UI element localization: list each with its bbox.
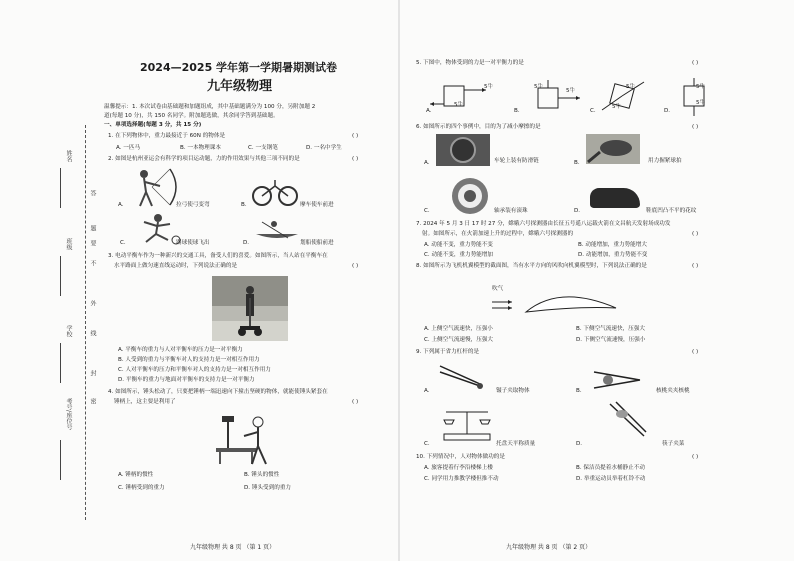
q5-force-d2: 5牛 bbox=[696, 100, 706, 106]
q10-option-b: B. 保洁员提着水桶静止不动 bbox=[576, 465, 645, 471]
q3-answer-paren[interactable]: ( ) bbox=[352, 263, 359, 269]
q2-stem: 2. 如图是杭州亚运会有科学的项目运动题，力的作用效果与其他三项不同的是 bbox=[108, 156, 300, 162]
q6-answer-paren[interactable]: ( ) bbox=[692, 124, 699, 130]
q6-caption-a: 车轮上装有防滑链 bbox=[494, 158, 539, 164]
q9-nutcracker-figure bbox=[590, 366, 646, 394]
q4-stem-2: 锤柄上，这主要是利用了 bbox=[114, 399, 176, 405]
q6-label-b: B. bbox=[574, 160, 580, 166]
right-page-footer: 九年级物理 共 8 页 （第 2 页） bbox=[506, 544, 592, 551]
hammer-figure bbox=[214, 410, 274, 466]
q1-answer-paren[interactable]: ( ) bbox=[352, 133, 359, 139]
q9-caption-c: 托盘天平称质量 bbox=[496, 441, 536, 447]
name-label: 姓名 bbox=[65, 150, 72, 162]
q6-caption-c: 轴承装有滚珠 bbox=[494, 208, 528, 214]
q5-label-c: C. bbox=[590, 108, 596, 114]
q7-option-a: A. 动能不变，重力势能不变 bbox=[424, 242, 493, 248]
q10-option-d: D. 举重运动员举着杠铃不动 bbox=[576, 476, 646, 482]
q4-option-a: A. 锤柄的惯性 bbox=[118, 472, 154, 478]
class-underline bbox=[60, 256, 61, 296]
cart-figure bbox=[250, 178, 300, 208]
q9-stem: 9. 下列属于省力杠杆的是 bbox=[416, 349, 480, 355]
seat-underline bbox=[60, 440, 61, 480]
q6-photo-d bbox=[590, 188, 640, 208]
q3-option-a: A. 平衡车的重力与人对平衡车的压力是一对平衡力 bbox=[118, 347, 243, 353]
q6-photo-a bbox=[436, 134, 490, 166]
q5-force-b2: 5牛 bbox=[566, 88, 576, 94]
q2-label-c: C. bbox=[120, 240, 126, 246]
q10-option-c: C. 同学用力推教学楼但推不动 bbox=[424, 476, 499, 482]
q5-stem: 5. 下图中，物体受到的力是一对平衡力的是 bbox=[416, 60, 524, 66]
q8-stem: 8. 如图所示为飞机机翼模型的截面图，当有水平方向的风吹向机翼模型时，下列说法正确的是 bbox=[416, 263, 647, 269]
q5-force-a2: 5牛 bbox=[454, 102, 464, 108]
q1-option-d: D. 一名中学生 bbox=[306, 145, 342, 151]
q5-force-c2: 5牛 bbox=[612, 104, 622, 110]
q6-stem: 6. 如图所示的四个事例中，目的为了减小摩擦的是 bbox=[416, 124, 541, 130]
q2-caption-c: 踢球使球飞出 bbox=[176, 240, 210, 246]
q9-caption-b: 核桃夹夹核桃 bbox=[656, 388, 690, 394]
seal-mark-1: 答 bbox=[89, 190, 96, 196]
notice-line-2: 道(每题 10 分)，共 150 名同学。附加题选做，其余同学答到基础题。 bbox=[104, 113, 279, 119]
q7-answer-paren[interactable]: ( ) bbox=[692, 231, 699, 237]
q9-balance-figure bbox=[440, 400, 494, 442]
right-page bbox=[400, 0, 794, 561]
q7-option-b: B. 动能增加，重力势能增大 bbox=[578, 242, 647, 248]
q7-stem-2: 射。如图所示，在火箭加速上升的过程中，嫦娥六号探测器的 bbox=[422, 231, 574, 237]
q6-label-d: D. bbox=[574, 208, 581, 214]
notice-line-1: 温馨提示：1. 本次试卷由基础题和加题组成，其中基础题满分为 100 分，另附加题 2 bbox=[104, 104, 316, 110]
name-underline bbox=[60, 168, 61, 208]
q5-answer-paren[interactable]: ( ) bbox=[692, 60, 699, 66]
q8-answer-paren[interactable]: ( ) bbox=[692, 263, 699, 269]
q10-answer-paren[interactable]: ( ) bbox=[692, 454, 699, 460]
q9-caption-a: 镊子夹取物体 bbox=[496, 388, 530, 394]
q6-photo-b bbox=[586, 134, 640, 164]
q1-option-c: C. 一支钢笔 bbox=[248, 145, 278, 151]
q8-option-a: A. 上侧空气流速快，压强小 bbox=[424, 326, 493, 332]
seat-label: 考号/座位号 bbox=[65, 398, 72, 431]
q10-stem: 10. 下列情况中，人对物体做功的是 bbox=[416, 454, 505, 460]
seal-mark-6: 线 bbox=[89, 330, 96, 336]
seal-mark-3: 不 bbox=[89, 260, 96, 266]
q6-label-a: A. bbox=[424, 160, 430, 166]
class-label: 班级 bbox=[65, 238, 72, 250]
q4-option-c: C. 锤柄受到的重力 bbox=[118, 485, 165, 491]
q4-answer-paren[interactable]: ( ) bbox=[352, 399, 359, 405]
q3-stem-2: 水平路面上做匀速直线运动时，下列说法正确的是 bbox=[114, 263, 238, 269]
q9-label-a: A. bbox=[424, 388, 430, 394]
q2-caption-b: 摩车使车前进 bbox=[300, 202, 334, 208]
q9-tweezers-figure bbox=[436, 362, 486, 392]
q5-label-a: A. bbox=[426, 108, 432, 114]
q1-option-a: A. 一匹马 bbox=[116, 145, 141, 151]
q4-option-d: D. 锤头受到的重力 bbox=[244, 485, 292, 491]
left-page-footer: 九年级物理 共 8 页 （第 1 页） bbox=[190, 544, 276, 551]
q6-photo-c bbox=[450, 176, 490, 216]
q8-option-d: D. 下侧空气流速慢，压强小 bbox=[576, 337, 646, 343]
wing-model-figure bbox=[490, 284, 630, 320]
seal-mark-7: 封 bbox=[89, 370, 96, 376]
seal-mark-5: 外 bbox=[89, 300, 96, 306]
q3-option-b: B. 人受到的重力与平衡车对人的支持力是一对相互作用力 bbox=[118, 357, 260, 363]
rowing-figure bbox=[252, 218, 302, 242]
q5-label-d: D. bbox=[664, 108, 671, 114]
q10-option-a: A. 旅客提着行李沿楼梯上楼 bbox=[424, 465, 493, 471]
q5-force-b1: 5牛 bbox=[534, 84, 544, 90]
q5-label-b: B. bbox=[514, 108, 520, 114]
q6-caption-d: 鞋底凹凸不平的花纹 bbox=[646, 208, 697, 214]
q2-label-b: B. bbox=[241, 202, 247, 208]
q9-caption-d: 筷子夹菜 bbox=[662, 441, 685, 447]
q5-force-a1: 5牛 bbox=[484, 84, 494, 90]
section-1-header: 一、单项选择题(每题 3 分，共 15 分) bbox=[104, 122, 202, 128]
q6-caption-b: 用力握紧球拍 bbox=[648, 158, 682, 164]
q4-stem-1: 4. 如图所示，锤头松动了，只要把锤柄一端迅速向下撞击坚硬的物体，就能使锤头紧套在 bbox=[108, 389, 328, 395]
q1-option-b: B. 一本物理课本 bbox=[180, 145, 221, 151]
q6-label-c: C. bbox=[424, 208, 430, 214]
q4-option-b: B. 锤头的惯性 bbox=[244, 472, 280, 478]
q2-label-d: D. bbox=[243, 240, 250, 246]
exam-title: 2024—2025 学年第一学期暑期测试卷 bbox=[140, 61, 338, 74]
q9-label-d: D. bbox=[576, 441, 583, 447]
q7-stem-1: 7. 2024 年 5 月 3 日 17 时 27 分，嫦娥六号探测器由长征五号遥八运载火箭在文昌航天发射场成功发 bbox=[416, 221, 671, 227]
q3-option-c: C. 人对平衡车的压力和平衡车对人的支持力是一对相互作用力 bbox=[118, 367, 271, 373]
q8-option-c: C. 上侧空气流速慢，压强大 bbox=[424, 337, 493, 343]
q5-force-d1: 5牛 bbox=[696, 84, 706, 90]
q9-answer-paren[interactable]: ( ) bbox=[692, 349, 699, 355]
q1-stem: 1. 在下列物体中，重力最接近于 60N 的物体是 bbox=[108, 133, 226, 139]
q9-label-c: C. bbox=[424, 441, 430, 447]
seal-mark-4: 要 bbox=[89, 240, 96, 246]
q5-force-c1: 5牛 bbox=[626, 84, 636, 90]
q9-chopsticks-figure bbox=[606, 400, 650, 440]
exam-subtitle: 九年级物理 bbox=[207, 79, 273, 94]
q5-figure-b bbox=[518, 78, 588, 118]
q2-caption-d: 划船使船前进 bbox=[300, 240, 334, 246]
balance-scooter-photo bbox=[212, 276, 288, 341]
seal-mark-8: 密 bbox=[89, 398, 96, 404]
q9-label-b: B. bbox=[576, 388, 582, 394]
q2-label-a: A. bbox=[118, 202, 124, 208]
q2-answer-paren[interactable]: ( ) bbox=[352, 156, 359, 162]
q8-option-b: B. 下侧空气流速快，压强大 bbox=[576, 326, 645, 332]
q7-option-c: C. 动能不变，重力势能增加 bbox=[424, 252, 493, 258]
q3-option-d: D. 平衡车的重力与地面对平衡车的支持力是一对平衡力 bbox=[118, 377, 255, 383]
q7-option-d: D. 动能增加，重力势能不变 bbox=[578, 252, 648, 258]
school-underline bbox=[60, 343, 61, 383]
q8-wind-label: 吹气 bbox=[492, 286, 504, 292]
school-label: 学校 bbox=[65, 325, 72, 337]
binding-line bbox=[85, 125, 86, 520]
q2-caption-a: 拉弓使弓变弯 bbox=[176, 202, 210, 208]
seal-mark-2: 题 bbox=[89, 225, 96, 231]
q3-stem-1: 3. 电动平衡车作为一种新兴的交通工具，备受人们的喜爱。如图所示，当人站在平衡车在 bbox=[108, 253, 328, 259]
